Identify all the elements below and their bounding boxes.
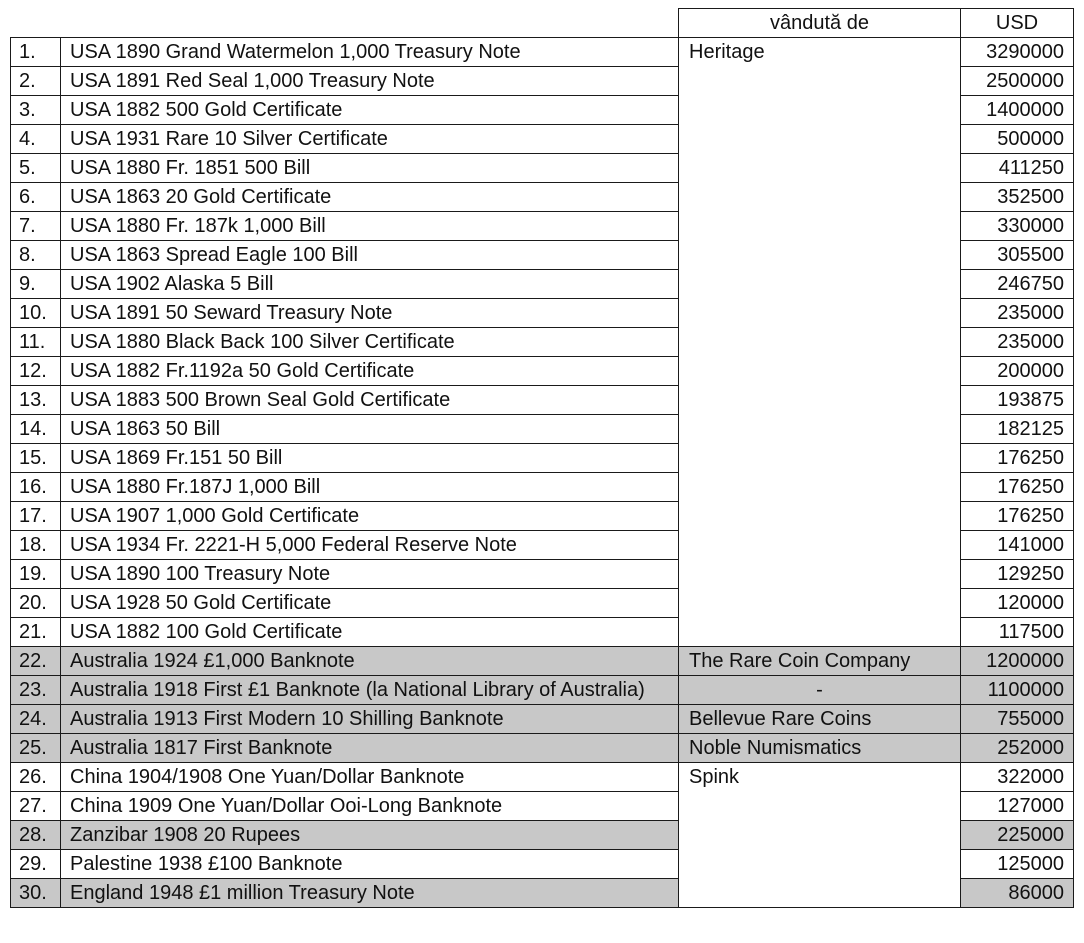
rank-cell: 28. xyxy=(11,821,61,850)
banknote-name-cell: USA 1902 Alaska 5 Bill xyxy=(61,270,679,299)
banknote-name-cell: USA 1928 50 Gold Certificate xyxy=(61,589,679,618)
rank-cell: 27. xyxy=(11,792,61,821)
seller-cell: Noble Numismatics xyxy=(679,734,961,763)
seller-cell: The Rare Coin Company xyxy=(679,647,961,676)
rank-cell: 14. xyxy=(11,415,61,444)
rank-cell: 22. xyxy=(11,647,61,676)
banknote-name-cell: USA 1882 500 Gold Certificate xyxy=(61,96,679,125)
rank-cell: 30. xyxy=(11,879,61,908)
banknote-name-cell: USA 1883 500 Brown Seal Gold Certificate xyxy=(61,386,679,415)
banknote-name-cell: Australia 1817 First Banknote xyxy=(61,734,679,763)
usd-price-cell: 1400000 xyxy=(961,96,1074,125)
rank-cell: 24. xyxy=(11,705,61,734)
rank-cell: 7. xyxy=(11,212,61,241)
usd-price-cell: 182125 xyxy=(961,415,1074,444)
banknote-name-cell: USA 1880 Fr.187J 1,000 Bill xyxy=(61,473,679,502)
rank-cell: 29. xyxy=(11,850,61,879)
rank-cell: 20. xyxy=(11,589,61,618)
rank-cell: 21. xyxy=(11,618,61,647)
rank-cell: 3. xyxy=(11,96,61,125)
usd-price-cell: 246750 xyxy=(961,270,1074,299)
usd-price-cell: 86000 xyxy=(961,879,1074,908)
banknote-name-cell: USA 1863 50 Bill xyxy=(61,415,679,444)
header-blank-cell xyxy=(61,9,679,38)
table-row xyxy=(11,705,1074,734)
banknote-name-cell: USA 1863 20 Gold Certificate xyxy=(61,183,679,212)
banknote-name-cell: China 1904/1908 One Yuan/Dollar Banknote xyxy=(61,763,679,792)
banknote-name-cell: USA 1863 Spread Eagle 100 Bill xyxy=(61,241,679,270)
rank-cell: 18. xyxy=(11,531,61,560)
banknote-name-cell: USA 1931 Rare 10 Silver Certificate xyxy=(61,125,679,154)
usd-price-cell: 125000 xyxy=(961,850,1074,879)
rank-cell: 5. xyxy=(11,154,61,183)
rank-cell: 6. xyxy=(11,183,61,212)
rank-cell: 12. xyxy=(11,357,61,386)
rank-cell: 16. xyxy=(11,473,61,502)
usd-price-cell: 330000 xyxy=(961,212,1074,241)
usd-price-cell: 352500 xyxy=(961,183,1074,212)
usd-price-cell: 120000 xyxy=(961,589,1074,618)
banknote-name-cell: USA 1890 100 Treasury Note xyxy=(61,560,679,589)
banknote-name-cell: USA 1907 1,000 Gold Certificate xyxy=(61,502,679,531)
header-usd: USD xyxy=(961,9,1074,38)
usd-price-cell: 235000 xyxy=(961,299,1074,328)
usd-price-cell: 117500 xyxy=(961,618,1074,647)
usd-price-cell: 176250 xyxy=(961,502,1074,531)
header-seller: vândută de xyxy=(679,9,961,38)
usd-price-cell: 1200000 xyxy=(961,647,1074,676)
table-row xyxy=(11,676,1074,705)
rank-cell: 1. xyxy=(11,38,61,67)
table-row xyxy=(11,763,1074,792)
usd-price-cell: 141000 xyxy=(961,531,1074,560)
banknote-name-cell: USA 1882 100 Gold Certificate xyxy=(61,618,679,647)
header-blank-cell xyxy=(11,9,61,38)
usd-price-cell: 411250 xyxy=(961,154,1074,183)
table-row xyxy=(11,38,1074,67)
usd-price-cell: 1100000 xyxy=(961,676,1074,705)
seller-cell: Heritage xyxy=(679,38,961,647)
rank-cell: 15. xyxy=(11,444,61,473)
banknote-name-cell: USA 1934 Fr. 2221-H 5,000 Federal Reserve Note xyxy=(61,531,679,560)
usd-price-cell: 322000 xyxy=(961,763,1074,792)
table-row xyxy=(11,647,1074,676)
usd-price-cell: 235000 xyxy=(961,328,1074,357)
rank-cell: 13. xyxy=(11,386,61,415)
banknote-sales-table xyxy=(10,8,1074,908)
rank-cell: 23. xyxy=(11,676,61,705)
usd-price-cell: 176250 xyxy=(961,473,1074,502)
seller-cell: Bellevue Rare Coins xyxy=(679,705,961,734)
rank-cell: 8. xyxy=(11,241,61,270)
banknote-sales-table-wrapper xyxy=(10,8,1074,908)
table-body xyxy=(11,9,1074,908)
rank-cell: 11. xyxy=(11,328,61,357)
usd-price-cell: 2500000 xyxy=(961,67,1074,96)
banknote-name-cell: USA 1882 Fr.1192a 50 Gold Certificate xyxy=(61,357,679,386)
usd-price-cell: 755000 xyxy=(961,705,1074,734)
rank-cell: 17. xyxy=(11,502,61,531)
rank-cell: 10. xyxy=(11,299,61,328)
usd-price-cell: 200000 xyxy=(961,357,1074,386)
rank-cell: 9. xyxy=(11,270,61,299)
rank-cell: 2. xyxy=(11,67,61,96)
banknote-name-cell: Zanzibar 1908 20 Rupees xyxy=(61,821,679,850)
usd-price-cell: 225000 xyxy=(961,821,1074,850)
banknote-name-cell: USA 1880 Fr. 1851 500 Bill xyxy=(61,154,679,183)
usd-price-cell: 129250 xyxy=(961,560,1074,589)
header-row xyxy=(11,9,1074,38)
seller-cell: - xyxy=(679,676,961,705)
usd-price-cell: 252000 xyxy=(961,734,1074,763)
table-row xyxy=(11,734,1074,763)
banknote-name-cell: Australia 1913 First Modern 10 Shilling Banknote xyxy=(61,705,679,734)
rank-cell: 26. xyxy=(11,763,61,792)
banknote-name-cell: England 1948 £1 million Treasury Note xyxy=(61,879,679,908)
banknote-name-cell: USA 1890 Grand Watermelon 1,000 Treasury Note xyxy=(61,38,679,67)
banknote-name-cell: USA 1880 Fr. 187k 1,000 Bill xyxy=(61,212,679,241)
rank-cell: 19. xyxy=(11,560,61,589)
banknote-name-cell: USA 1891 Red Seal 1,000 Treasury Note xyxy=(61,67,679,96)
usd-price-cell: 305500 xyxy=(961,241,1074,270)
rank-cell: 4. xyxy=(11,125,61,154)
seller-cell: Spink xyxy=(679,763,961,908)
usd-price-cell: 193875 xyxy=(961,386,1074,415)
usd-price-cell: 500000 xyxy=(961,125,1074,154)
banknote-name-cell: USA 1869 Fr.151 50 Bill xyxy=(61,444,679,473)
usd-price-cell: 127000 xyxy=(961,792,1074,821)
banknote-name-cell: Palestine 1938 £100 Banknote xyxy=(61,850,679,879)
usd-price-cell: 3290000 xyxy=(961,38,1074,67)
banknote-name-cell: China 1909 One Yuan/Dollar Ooi-Long Banknote xyxy=(61,792,679,821)
banknote-name-cell: Australia 1918 First £1 Banknote (la National Library of Australia) xyxy=(61,676,679,705)
usd-price-cell: 176250 xyxy=(961,444,1074,473)
banknote-name-cell: USA 1891 50 Seward Treasury Note xyxy=(61,299,679,328)
banknote-name-cell: USA 1880 Black Back 100 Silver Certificate xyxy=(61,328,679,357)
rank-cell: 25. xyxy=(11,734,61,763)
banknote-name-cell: Australia 1924 £1,000 Banknote xyxy=(61,647,679,676)
